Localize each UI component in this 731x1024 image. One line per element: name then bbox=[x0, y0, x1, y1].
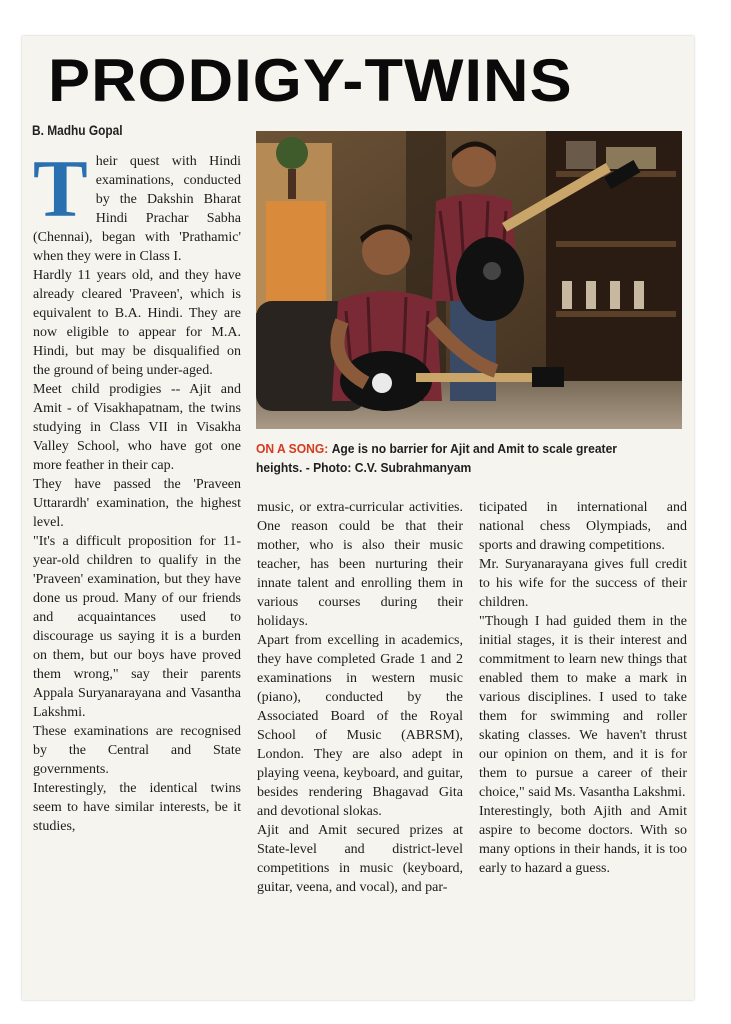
headline: PRODIGY-TWINS bbox=[48, 47, 573, 114]
caption-label: ON A SONG: bbox=[256, 441, 329, 456]
paragraph: Hardly 11 years old, and they have already cleared 'Praveen', which is equivalent to B.A. Hindi. They are now eligible to appear for M.A. Hindi, but may be disqualified on the ground of being under-aged. bbox=[33, 268, 241, 378]
paragraph: "Though I had guided them in the initial stages, it is their interest and commitment to learn new things that enabled them to make a mark in various disciplines. I used to take them for swimming and roller skating classes. We haven't thrust our opinion on them, and it is for them to pursue a career of their choice," said Ms. Vasantha Lakshmi. bbox=[479, 614, 687, 800]
photo-illustration bbox=[256, 131, 682, 429]
paragraph: They have passed the 'Praveen Uttarardh' examination, the highest level. bbox=[33, 477, 241, 530]
paragraph: Ajit and Amit secured prizes at State-level and district-level competitions in music (keyboard, guitar, veena, and vocal), and par- bbox=[257, 823, 463, 895]
photo-caption bbox=[256, 439, 647, 477]
paragraph: Mr. Suryanarayana gives full credit to his wife for the success of their children. bbox=[479, 557, 687, 610]
paragraph: Meet child prodigies -- Ajit and Amit - of Visakhapatnam, the twins studying in Class VII in Visakha Valley School, who have got one more feather in their cap. bbox=[33, 382, 241, 473]
caption-text: Age is no barrier for Ajit and Amit to scale greater heights. - Photo: C.V. Subrahmanyam bbox=[256, 441, 617, 475]
paragraph: music, or extra-curricular activities. One reason could be that their mother, who is also their music teacher, has been nurturing their innate talent and enrolling them in various courses during their holidays. bbox=[257, 500, 463, 629]
paragraph: Interestingly, the identical twins seem to have similar interests, be it studies, bbox=[33, 781, 241, 834]
paragraph: "It's a difficult proposition for 11-year-old children to qualify in the 'Praveen' examination, but they have done us proud. Many of our friends and acquaintances used to discourage us saying it is a burden on them, but our boys have proved them wrong," say their parents Appala Suryanarayana and Vasantha Lakshmi. bbox=[33, 534, 241, 720]
paragraph: ticipated in international and national chess Olympiads, and sports and drawing competitions. bbox=[479, 500, 687, 553]
twins-photo bbox=[256, 131, 682, 429]
article-column-2 bbox=[257, 498, 463, 897]
paragraph: Interestingly, both Ajith and Amit aspire to become doctors. With so many options in their hands, it is too early to hazard a guess. bbox=[479, 804, 687, 876]
byline: B. Madhu Gopal bbox=[32, 122, 123, 138]
article-column-1 bbox=[33, 143, 241, 836]
article-column-3 bbox=[479, 498, 687, 878]
drop-cap: T bbox=[33, 143, 88, 234]
paragraph: Apart from excelling in academics, they have completed Grade 1 and 2 examinations in western music (piano), conducted by the Associated Board of the Royal School of Music (ABRSM), London. They are also adept in playing veena, keyboard, and guitar, besides rendering Bhagavad Gita and devotional slokas. bbox=[257, 633, 463, 819]
paragraph: These examinations are recognised by the Central and State governments. bbox=[33, 724, 241, 777]
paragraph-text: heir quest with Hindi examinations, conducted by the Dakshin Bharat Hindi Prachar Sabha (Chennai), began with 'Prathamic' when they were in Class I. bbox=[33, 154, 241, 264]
paragraph bbox=[33, 143, 241, 266]
